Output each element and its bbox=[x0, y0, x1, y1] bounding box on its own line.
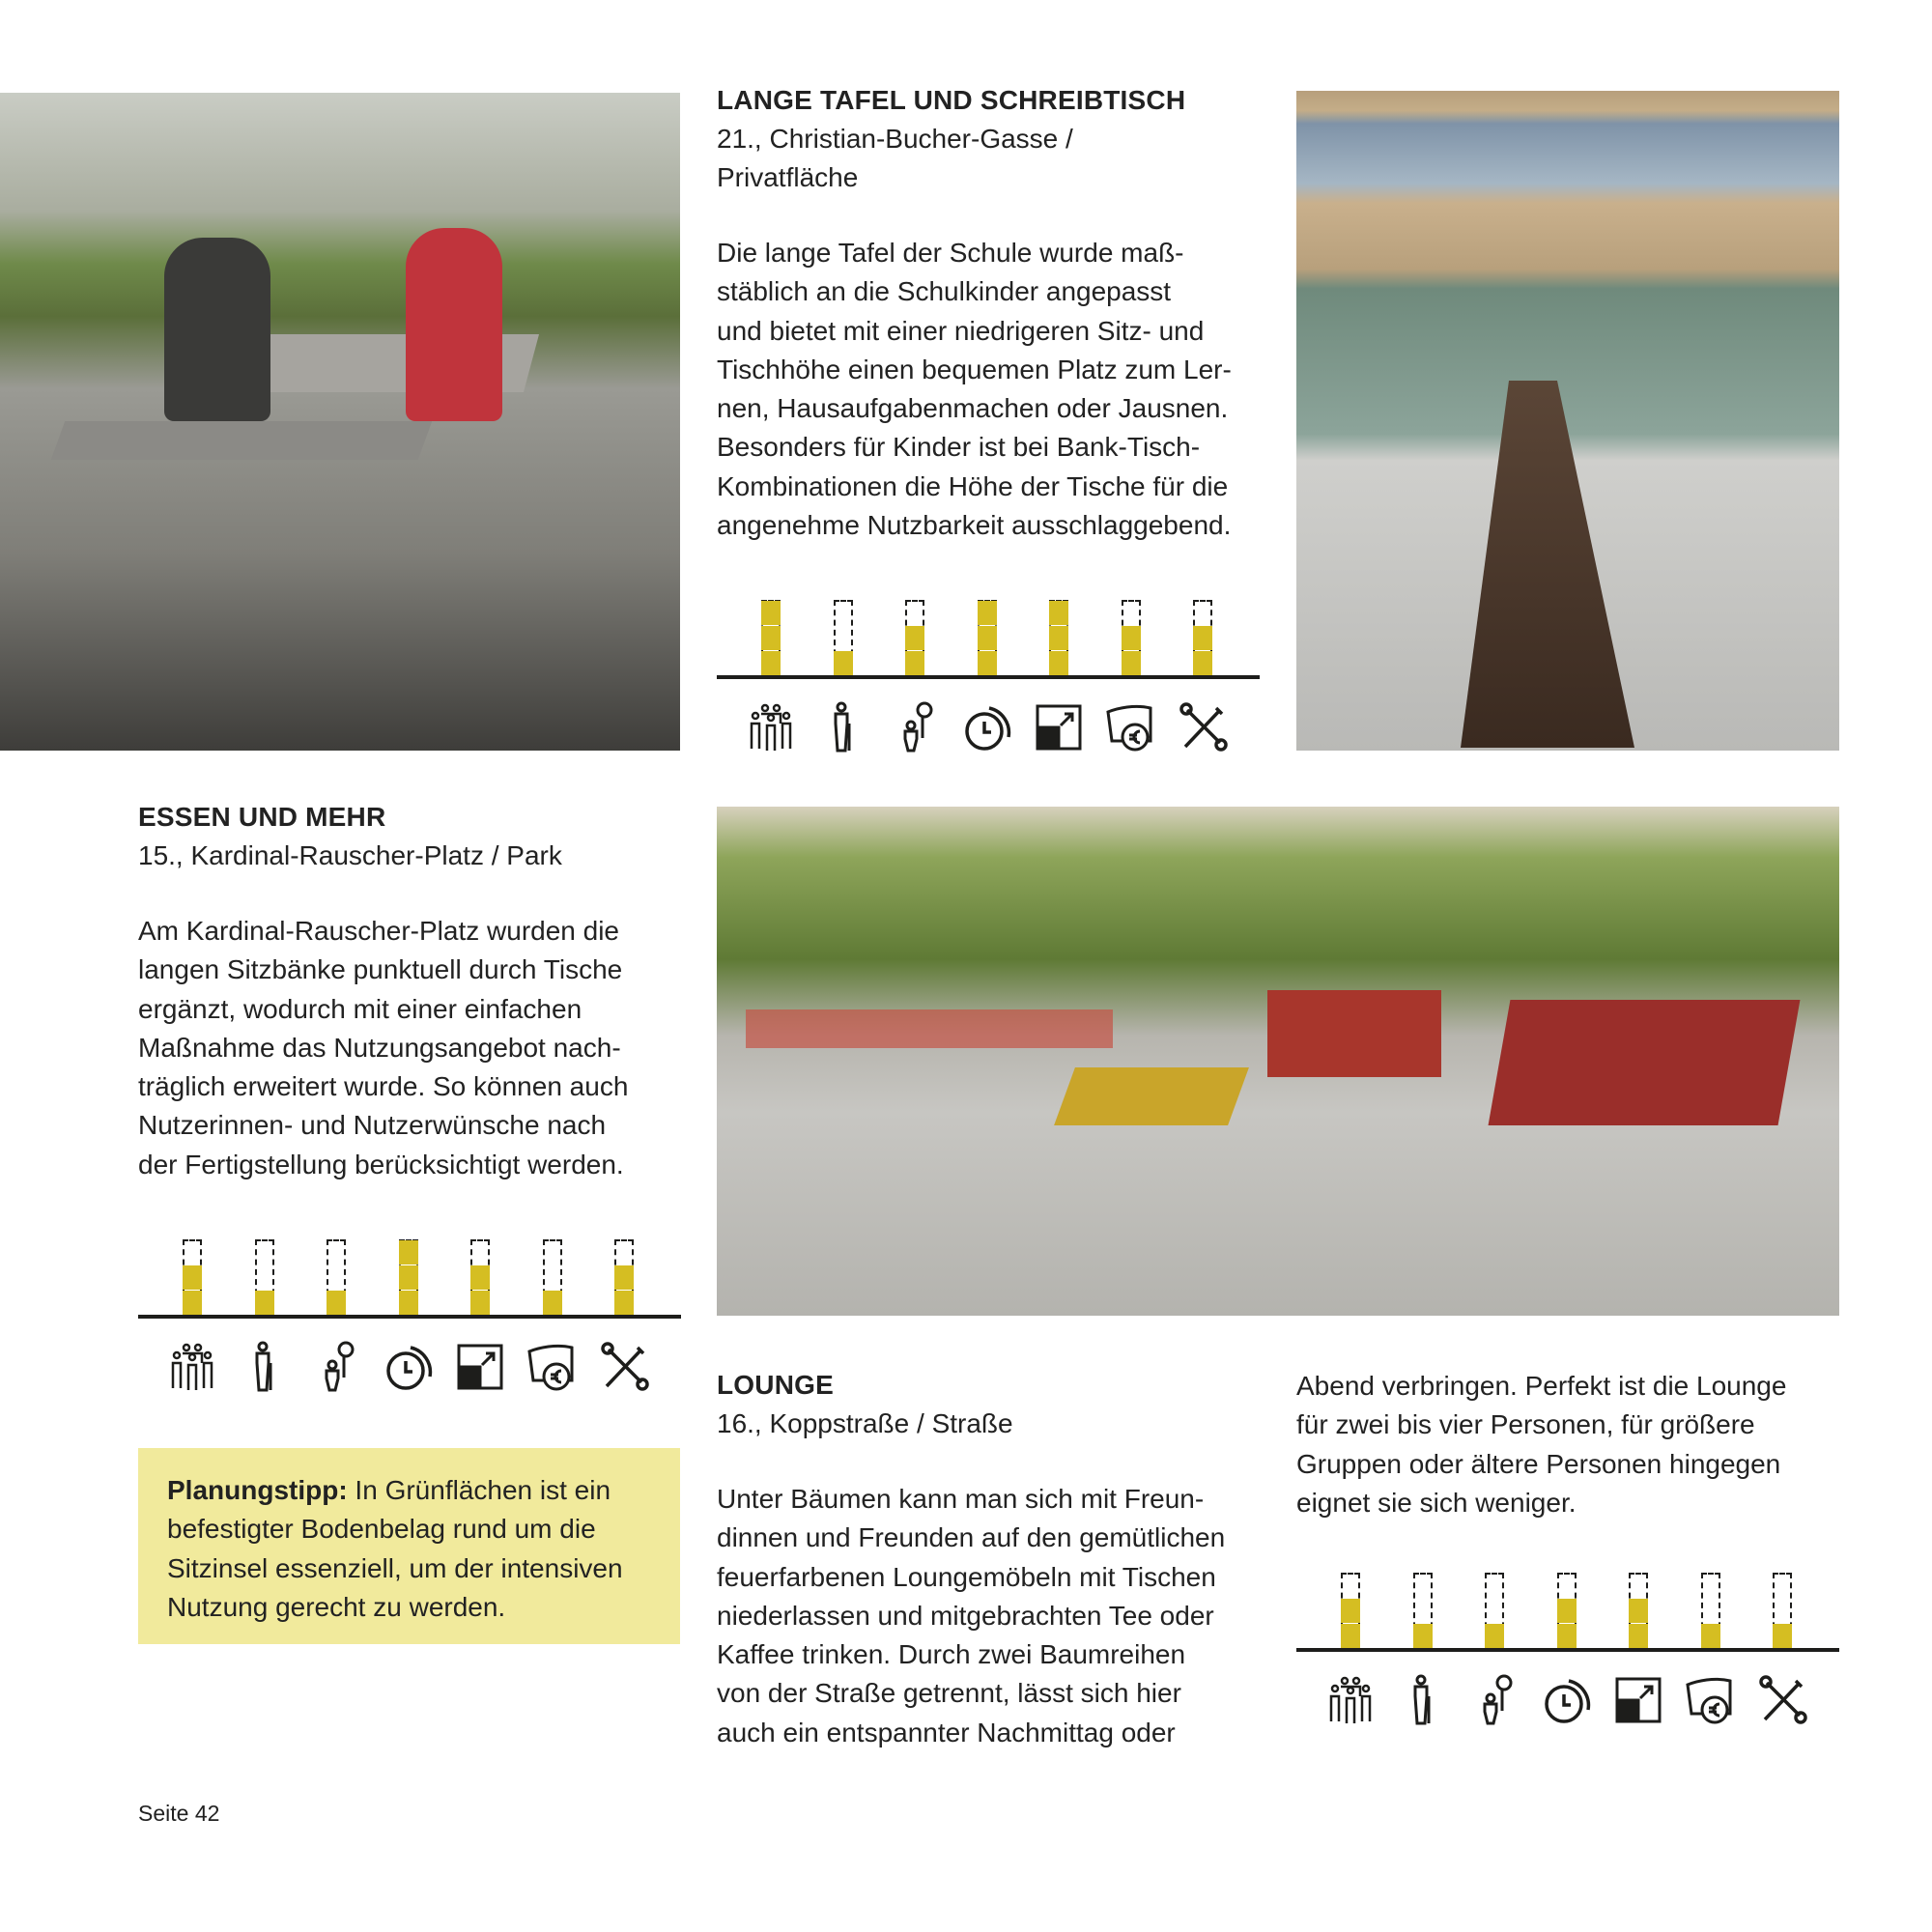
bar-segment bbox=[761, 651, 781, 675]
group-icon bbox=[744, 700, 798, 754]
rating-chart-lange-tafel bbox=[717, 600, 1260, 745]
bar-segment bbox=[614, 1291, 634, 1315]
tip-label: Planungstipp: bbox=[167, 1475, 348, 1505]
bar bbox=[761, 600, 781, 675]
bar bbox=[255, 1239, 274, 1315]
bar bbox=[399, 1239, 418, 1315]
body-line: niederlassen und mitgebrachten Tee oder bbox=[717, 1600, 1214, 1631]
bar-segment bbox=[1122, 626, 1141, 650]
bar-segment bbox=[978, 651, 997, 675]
bar bbox=[1341, 1573, 1360, 1648]
bar bbox=[1413, 1573, 1433, 1648]
body-line: Die lange Tafel der Schule wurde maß- bbox=[717, 238, 1184, 268]
elderly-person-icon bbox=[1396, 1673, 1450, 1727]
bar-segment bbox=[1193, 626, 1212, 650]
bar-segment bbox=[1485, 1624, 1504, 1648]
rating-chart-lounge bbox=[1296, 1573, 1839, 1718]
red-ground-shape bbox=[746, 1009, 1113, 1048]
bar-segment bbox=[978, 626, 997, 650]
tip-first-line bbox=[167, 1471, 651, 1510]
body-line: dinnen und Freunden auf den gemütlichen bbox=[717, 1522, 1226, 1553]
section-lange-tafel bbox=[717, 85, 1267, 545]
body-line: langen Sitzbänke punktuell durch Tische bbox=[138, 954, 623, 985]
tools-icon bbox=[597, 1340, 651, 1394]
tools-icon bbox=[1755, 1673, 1809, 1727]
person-shape bbox=[164, 238, 270, 421]
body-line: von der Straße getrennt, lässt sich hier bbox=[717, 1678, 1181, 1709]
stopwatch-icon bbox=[960, 700, 1014, 754]
bar-segment bbox=[1049, 626, 1068, 650]
bar bbox=[327, 1239, 346, 1315]
body-line: der Fertigstellung berücksichtigt werden. bbox=[138, 1149, 624, 1179]
scale-arrow-icon bbox=[453, 1340, 507, 1394]
body-line: Unter Bäumen kann man sich mit Freun- bbox=[717, 1484, 1205, 1514]
chair-shape bbox=[1489, 1000, 1801, 1125]
bar-segment bbox=[183, 1291, 202, 1315]
body-line: Am Kardinal-Rauscher-Platz wurden die bbox=[138, 916, 619, 946]
body-line: feuerfarbenen Loungemöbeln mit Tischen bbox=[717, 1561, 1216, 1592]
section-body bbox=[138, 912, 689, 1184]
bar-segment bbox=[1122, 651, 1141, 675]
body-line: Besonders für Kinder ist bei Bank-Tisch- bbox=[717, 432, 1201, 463]
tip-text: In Grünflächen ist ein bbox=[347, 1475, 611, 1505]
bar bbox=[470, 1239, 490, 1315]
bar bbox=[1485, 1573, 1504, 1648]
bar-segment bbox=[543, 1291, 562, 1315]
bar-segment bbox=[399, 1265, 418, 1290]
tools-icon bbox=[1176, 700, 1230, 754]
body-line: ergänzt, wodurch mit einer einfachen bbox=[138, 993, 582, 1024]
location-line: 21., Christian-Bucher-Gasse / bbox=[717, 124, 1073, 154]
bar-segment bbox=[327, 1291, 346, 1315]
section-lounge bbox=[717, 1370, 1267, 1752]
bar-segment bbox=[905, 651, 924, 675]
body-line: und bietet mit einer niedrigeren Sitz- und bbox=[717, 315, 1205, 346]
section-title: LANGE TAFEL UND SCHREIBTISCH bbox=[717, 85, 1186, 115]
section-essen-und-mehr bbox=[138, 802, 689, 1184]
group-icon bbox=[165, 1340, 219, 1394]
section-title: LOUNGE bbox=[717, 1370, 834, 1400]
bar bbox=[978, 600, 997, 675]
bar bbox=[1557, 1573, 1577, 1648]
bar-segment bbox=[470, 1291, 490, 1315]
page-number: Seite 42 bbox=[138, 1801, 220, 1826]
body-line: stäblich an die Schulkinder angepasst bbox=[717, 276, 1172, 307]
chart-baseline bbox=[1296, 1648, 1839, 1652]
elderly-person-icon bbox=[238, 1340, 292, 1394]
bar-segment bbox=[834, 651, 853, 675]
money-euro-icon bbox=[1684, 1673, 1738, 1727]
tip-line: Sitzinsel essenziell, um der intensiven bbox=[167, 1552, 623, 1583]
bar bbox=[614, 1239, 634, 1315]
bar-segment bbox=[761, 601, 781, 625]
bar-segment bbox=[978, 601, 997, 625]
bar-segment bbox=[470, 1265, 490, 1290]
bar bbox=[1193, 600, 1212, 675]
rating-chart-essen bbox=[138, 1239, 681, 1384]
body-line: nen, Hausaufgabenmachen oder Jausnen. bbox=[717, 393, 1229, 424]
bar-segment bbox=[1341, 1624, 1360, 1648]
section-location: 15., Kardinal-Rauscher-Platz / Park bbox=[138, 840, 562, 870]
bar-segment bbox=[1193, 651, 1212, 675]
bar-segment bbox=[761, 626, 781, 650]
chart-baseline bbox=[138, 1315, 681, 1319]
bar bbox=[543, 1239, 562, 1315]
body-line: eignet sie sich weniger. bbox=[1296, 1487, 1577, 1518]
bar bbox=[1122, 600, 1141, 675]
bar bbox=[1701, 1573, 1720, 1648]
money-euro-icon bbox=[1104, 700, 1158, 754]
scale-arrow-icon bbox=[1032, 700, 1086, 754]
body-line: Nutzerinnen- und Nutzerwünsche nach bbox=[138, 1110, 607, 1141]
scale-arrow-icon bbox=[1611, 1673, 1665, 1727]
elderly-person-icon bbox=[816, 700, 870, 754]
child-balloon-icon bbox=[1467, 1673, 1521, 1727]
bar-segment bbox=[905, 626, 924, 650]
stopwatch-icon bbox=[1540, 1673, 1594, 1727]
body-line: angenehme Nutzbarkeit ausschlaggebend. bbox=[717, 510, 1232, 541]
bar-segment bbox=[1049, 601, 1068, 625]
bar-segment bbox=[1049, 651, 1068, 675]
planning-tip-box bbox=[138, 1448, 680, 1644]
section-lounge-body-continued bbox=[1296, 1367, 1847, 1522]
bar bbox=[1629, 1573, 1648, 1648]
bar-segment bbox=[183, 1265, 202, 1290]
section-title: ESSEN UND MEHR bbox=[138, 802, 386, 832]
group-icon bbox=[1323, 1673, 1378, 1727]
bar bbox=[834, 600, 853, 675]
body-line: träglich erweitert wurde. So können auch bbox=[138, 1071, 629, 1102]
bar-segment bbox=[1413, 1624, 1433, 1648]
body-line: Gruppen oder ältere Personen hingegen bbox=[1296, 1448, 1781, 1479]
chair-shape bbox=[1054, 1067, 1249, 1125]
section-location: 16., Koppstraße / Straße bbox=[717, 1408, 1013, 1438]
section-body bbox=[717, 1480, 1267, 1752]
long-table-shape bbox=[1441, 381, 1634, 748]
tip-line: Nutzung gerecht zu werden. bbox=[167, 1591, 506, 1622]
body-line: für zwei bis vier Personen, für größere bbox=[1296, 1409, 1755, 1440]
child-balloon-icon bbox=[888, 700, 942, 754]
chart-baseline bbox=[717, 675, 1260, 679]
bar-segment bbox=[255, 1291, 274, 1315]
child-balloon-icon bbox=[309, 1340, 363, 1394]
bar-segment bbox=[399, 1291, 418, 1315]
photo-people-at-picnic-table bbox=[0, 93, 680, 751]
bench-shape bbox=[51, 421, 433, 460]
bar bbox=[1049, 600, 1068, 675]
body-line: auch ein entspannter Nachmittag oder bbox=[717, 1717, 1176, 1747]
bar bbox=[183, 1239, 202, 1315]
section-location bbox=[717, 120, 1267, 197]
bar-segment bbox=[1629, 1599, 1648, 1623]
bar bbox=[1773, 1573, 1792, 1648]
tip-line: befestigter Bodenbelag rund um die bbox=[167, 1514, 596, 1545]
bar-segment bbox=[1557, 1599, 1577, 1623]
bar-segment bbox=[399, 1240, 418, 1264]
bar-segment bbox=[1557, 1624, 1577, 1648]
bar-segment bbox=[1773, 1624, 1792, 1648]
body-line: Abend verbringen. Perfekt ist die Lounge bbox=[1296, 1371, 1787, 1401]
photo-long-school-table bbox=[1296, 91, 1839, 751]
body-line: Kaffee trinken. Durch zwei Baumreihen bbox=[717, 1639, 1186, 1670]
body-line: Maßnahme das Nutzungsangebot nach- bbox=[138, 1032, 621, 1063]
bar-segment bbox=[1341, 1599, 1360, 1623]
location-line: Privatfläche bbox=[717, 162, 859, 192]
money-euro-icon bbox=[526, 1340, 580, 1394]
section-body bbox=[717, 234, 1267, 545]
body-line: Kombinationen die Höhe der Tische für die bbox=[717, 470, 1229, 501]
stopwatch-icon bbox=[382, 1340, 436, 1394]
bar-segment bbox=[614, 1265, 634, 1290]
bar-segment bbox=[1701, 1624, 1720, 1648]
person-shape bbox=[406, 228, 502, 421]
photo-lounge-furniture bbox=[717, 807, 1839, 1316]
bar-segment bbox=[1629, 1624, 1648, 1648]
body-line: Tischhöhe einen bequemen Platz zum Ler- bbox=[717, 354, 1232, 384]
bar bbox=[905, 600, 924, 675]
chair-shape bbox=[1267, 990, 1441, 1077]
